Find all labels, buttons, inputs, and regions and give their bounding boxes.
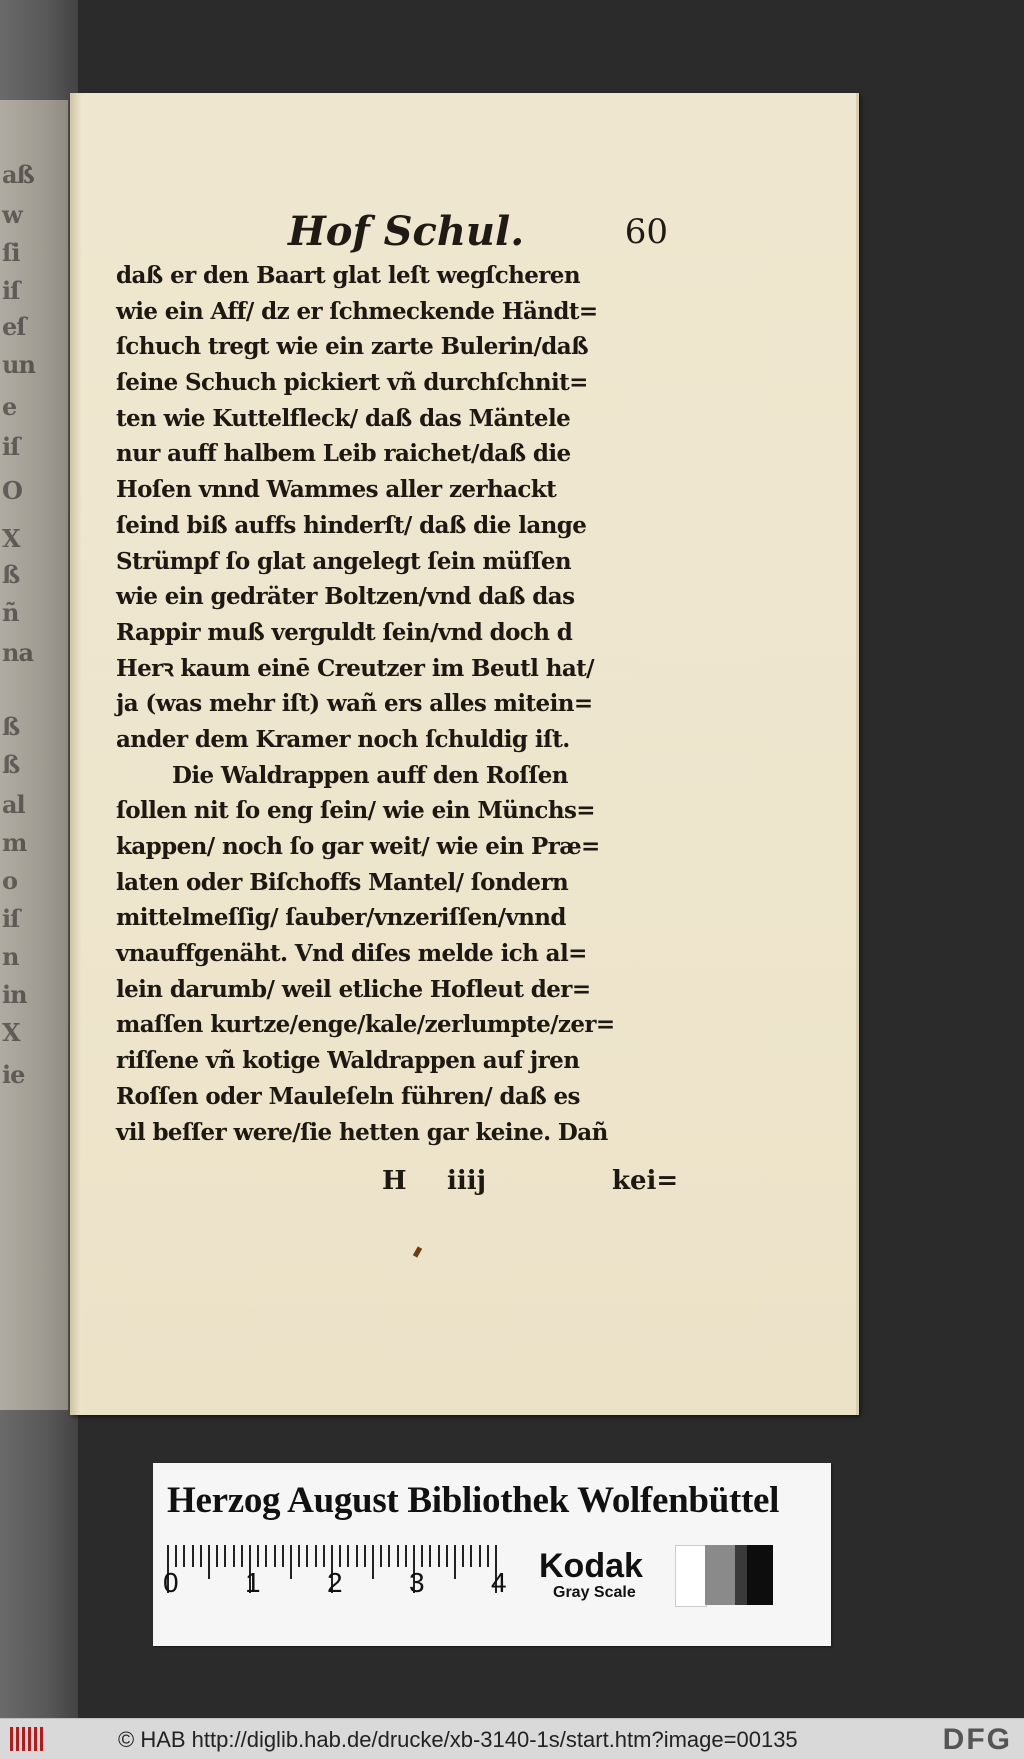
- ruler-tick: [265, 1545, 267, 1567]
- ruler-tick: [208, 1545, 210, 1579]
- folio-number: 60: [624, 212, 668, 252]
- text-line: ten wie Kuttelfleck/ daß das Mäntele: [116, 404, 571, 432]
- main-text-block: [116, 258, 670, 1150]
- ruler-tick: [356, 1545, 358, 1567]
- ruler-tick: [372, 1545, 374, 1579]
- gray-swatch-white: [675, 1545, 707, 1607]
- ruler-tick: [315, 1545, 317, 1567]
- text-line: ander dem Kramer noch ſchuldig iſt.: [116, 725, 570, 753]
- ruler-tick: [290, 1545, 292, 1579]
- text-line: ſchuch tregt wie ein zarte Bulerin/daß: [116, 333, 588, 361]
- gray-swatch-mid: [705, 1545, 735, 1605]
- text-line: ſeine Schuch pickiert vñ durchſchnit=: [116, 369, 588, 397]
- text-line: mittelmeſſig/ ſauber/vnzeriſſen/vnnd: [116, 904, 566, 932]
- text-line: Rappir muß verguldt ſein/vnd doch d: [116, 618, 573, 646]
- ruler-tick: [274, 1545, 276, 1567]
- signature-mark: H: [382, 1166, 407, 1196]
- text-line: lein darumb/ weil etliche Hofleut der=: [116, 975, 591, 1003]
- text-line: ja (was mehr iſt) wañ ers alles mitein=: [116, 690, 593, 718]
- page-gutter: [70, 93, 82, 1415]
- ruler-tick: [257, 1545, 259, 1567]
- color-reference-card: [153, 1463, 831, 1646]
- ruler-tick: [241, 1545, 243, 1567]
- dfg-logo: DFG: [942, 1723, 1012, 1756]
- text-line: daß er den Baart glat leſt wegſcheren: [116, 262, 580, 289]
- text-line: wie ein Aff/ dz er ſchmeckende Händt=: [116, 297, 598, 325]
- text-line: riſſene vñ kotige Waldrappen auf jren: [116, 1047, 580, 1075]
- text-line: Roſſen oder Mauleſeln führen/ daß es: [116, 1082, 580, 1110]
- ruler-tick: [298, 1545, 300, 1567]
- text-line: vil beſſer were/ſie hetten gar keine. Dañ: [116, 1118, 608, 1146]
- ruler-label: 2: [327, 1567, 343, 1598]
- ruler-tick: [380, 1545, 382, 1567]
- ruler-label: 3: [409, 1567, 425, 1598]
- gray-swatch-black: [747, 1545, 773, 1605]
- ruler-tick: [388, 1545, 390, 1567]
- ruler-tick: [175, 1545, 177, 1567]
- ruler-tick: [470, 1545, 472, 1567]
- gray-swatch-dark: [735, 1545, 747, 1605]
- ruler-tick: [192, 1545, 194, 1567]
- library-name: Herzog August Bibliothek Wolfenbüttel: [167, 1480, 780, 1521]
- ruler-tick: [429, 1545, 431, 1567]
- ruler-tick: [454, 1545, 456, 1579]
- catchword: kei=: [612, 1166, 679, 1196]
- text-line: ſollen nit ſo eng ſein/ wie ein Münchs=: [116, 797, 595, 825]
- ruler-tick: [446, 1545, 448, 1567]
- ruler-tick: [438, 1545, 440, 1567]
- footer-bar: [0, 1718, 1024, 1759]
- text-line: vnauffgenäht. Vnd diſes melde ich al=: [116, 940, 587, 968]
- text-line: ſeind biß auffs hinderſt/ daß die lange: [116, 511, 587, 539]
- text-line: kappen/ noch ſo gar weit/ wie ein Præ=: [116, 833, 600, 860]
- ruler-tick: [347, 1545, 349, 1567]
- copyright-url[interactable]: © HAB http://diglib.hab.de/drucke/xb-3140-1s/start.htm?image=00135: [118, 1727, 798, 1752]
- ruler-tick: [397, 1545, 399, 1567]
- plastic-sleeve: [0, 0, 78, 1718]
- ruler-tick: [479, 1545, 481, 1567]
- ruler-tick: [462, 1545, 464, 1567]
- ruler-tick: [306, 1545, 308, 1567]
- signature-number: iiij: [447, 1166, 487, 1196]
- text-line: Die Waldrappen auff den Roſſen: [172, 761, 568, 789]
- ruler-tick: [405, 1545, 407, 1567]
- text-line: maſſen kurtze/enge/kale/zerlumpte/zer=: [116, 1011, 615, 1039]
- ruler-label: 0: [163, 1567, 179, 1598]
- ruler-tick: [421, 1545, 423, 1567]
- ruler-tick: [487, 1545, 489, 1567]
- gray-scale-label: Gray Scale: [553, 1584, 636, 1601]
- text-line: laten oder Biſchoffs Mantel/ ſondern: [116, 868, 569, 896]
- text-line: Herꝛ kaum einē Creutzer im Beutl hat/: [116, 654, 594, 682]
- ruler-tick: [183, 1545, 185, 1567]
- hab-barcode-icon: [10, 1727, 44, 1751]
- page-header: [288, 208, 668, 260]
- ruler-tick: [216, 1545, 218, 1567]
- ruler-tick: [282, 1545, 284, 1567]
- kodak-logo: Kodak: [539, 1547, 643, 1585]
- ruler-tick: [224, 1545, 226, 1567]
- ruler-tick: [339, 1545, 341, 1567]
- ruler-label: 4: [491, 1567, 507, 1598]
- ruler-tick: [364, 1545, 366, 1567]
- text-line: nur auff halbem Leib raichet/daß die: [116, 440, 571, 468]
- ruler-tick: [323, 1545, 325, 1567]
- ruler-tick: [233, 1545, 235, 1567]
- text-line: Strümpf ſo glat angelegt ſein müſſen: [116, 547, 572, 575]
- ruler-label: 1: [245, 1567, 261, 1598]
- ruler-tick: [200, 1545, 202, 1567]
- running-title: Hof Schul.: [288, 208, 525, 255]
- text-line: wie ein gedräter Boltzen/vnd daß das: [116, 583, 575, 611]
- text-line: Hoſen vnnd Wammes aller zerhackt: [116, 476, 557, 504]
